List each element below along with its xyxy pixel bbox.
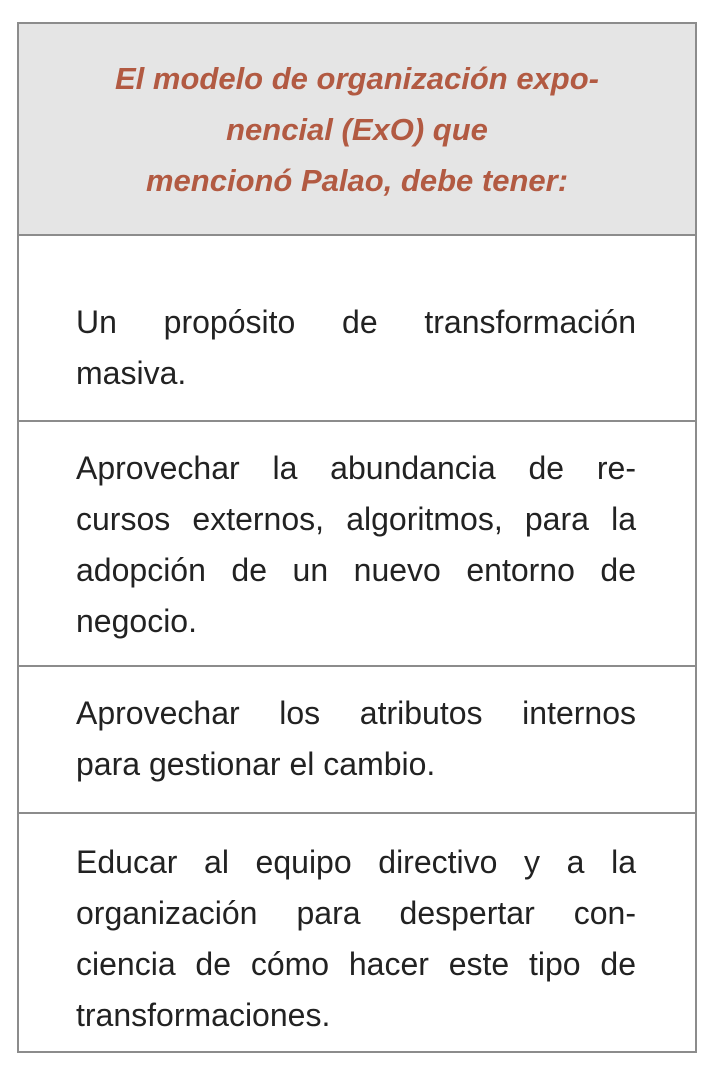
- row-text-line: Educar al equipo directivo y a la: [76, 844, 636, 880]
- row-text-line: negocio.: [76, 603, 197, 639]
- row-text: [76, 688, 636, 790]
- table-row: [19, 814, 695, 1051]
- row-text-line: Un propósito de transformación: [76, 304, 636, 340]
- row-text-line: transformaciones.: [76, 997, 331, 1033]
- row-text-line: organización para despertar con-: [76, 895, 636, 931]
- row-text: [76, 443, 636, 647]
- row-text: [76, 297, 636, 399]
- row-text-line: masiva.: [76, 355, 187, 391]
- table-row: [19, 422, 695, 667]
- row-text-line: adopción de un nuevo entorno de: [76, 552, 636, 588]
- row-text-line: cursos externos, algoritmos, para la: [76, 501, 636, 537]
- table-row: [19, 236, 695, 422]
- header-title-line: mencionó Palao, debe tener:: [145, 162, 569, 198]
- table-header: [19, 24, 695, 236]
- row-text-line: Aprovechar la abundancia de re-: [76, 450, 636, 486]
- row-text: [76, 837, 636, 1041]
- row-text-line: para gestionar el cambio.: [76, 746, 436, 782]
- exo-requirements-table: [17, 22, 697, 1053]
- row-text-line: ciencia de cómo hacer este tipo de: [76, 946, 636, 982]
- header-title-line: nencial (ExO) que: [226, 111, 488, 147]
- row-text-line: Aprovechar los atributos internos: [76, 695, 636, 731]
- table-row: [19, 667, 695, 814]
- header-title-line: El modelo de organización expo-: [114, 60, 599, 96]
